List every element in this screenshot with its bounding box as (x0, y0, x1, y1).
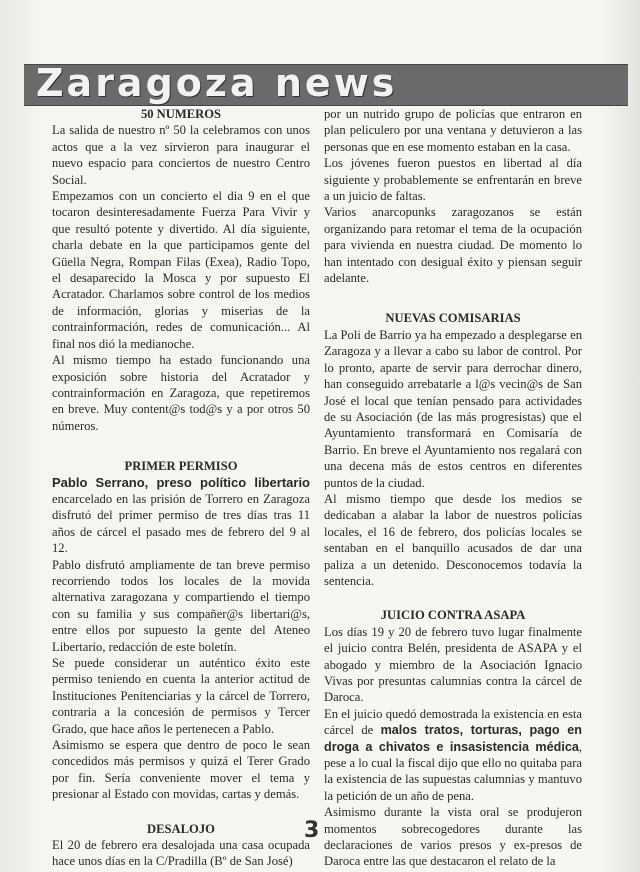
paragraph: Empezamos con un concierto el dia 9 en el que tocaron desinteresadamente Fuerza Para Vivir y que resultó potente y divertido. Al día siguiente, charla debate en la que participamos gente del Güella Negra, Rompan Filas (Exea), Radio Topo, el desaparecido la Mosca y por supuesto El Acratador. Charlamos sobre control de los medios de información, glorias y miserias de la contrainformación, redes de comunicación... Al final nos dió la medianoche. (52, 189, 310, 351)
paragraph: Asimismo durante la vista oral se produjeron momentos sobrecogedores durante las declaraciones de varios presos y ex-presos de Daroca entre las que destacaron el relato de la (324, 805, 582, 869)
left-column (52, 106, 310, 870)
paragraph: Se puede considerar un auténtico éxito este permiso teniendo en cuenta la anterior actitud de Instituciones Penitenciarias y la cárcel de Torrero, contraria a la concesión de permisos y Tercer Grado, que hace años le pertenecen a Pablo. (52, 656, 310, 736)
paragraph (324, 706, 582, 804)
page-number: 3 (304, 818, 320, 843)
paragraph: Pablo disfrutó ampliamente de tan breve permiso recorriendo todos los locales de la movida alternativa zaragozana y compartiendo el tiempo con su familia y sus compañer@s libertari@s, entre ellos por supuesto la gente del Ateneo Libertario, redacción de este boletín. (52, 557, 310, 654)
section-title-juicio-contra-asapa: JUICIO CONTRA ASAPA (380, 608, 526, 623)
paragraph-text: encarcelado en las prisión de Torrero en Zaragoza disfrutó del primer permiso de tres días tras 11 años de cárcel el pasado mes de febrero del 9 al 12. (52, 491, 310, 556)
paragraph-text: , pese a lo cual la fiscal dijo que ello no quitaba para la existencia de las supuestas calumnias y mantuvo la petición de un año de pena. (324, 739, 582, 803)
section-title-nuevas-comisarias: NUEVAS COMISARIAS (385, 311, 521, 326)
paragraph: Asimismo se espera que dentro de poco le sean concedidos más permisos y quizá el Terer Grado por fin. Sería conveniente mover el tema y presionar al Estado con movidas, cartas y demás. (52, 738, 310, 802)
paragraph: El 20 de febrero era desalojada una casa ocupada hace unos días en la C/Pradilla (Bº de San José) (52, 838, 310, 869)
paragraph-text: En el juicio quedó demostrada la existencia en esta cárcel de (324, 706, 582, 738)
paragraph: por un nutrido grupo de policías que entraron en plan peliculero por una ventana y detuvieron a las personas que en ese momento estaban en la casa. (324, 107, 582, 154)
section-title-50-numeros: 50 NUMEROS (140, 107, 222, 121)
lead-text: Pablo Serrano, preso político libertario (52, 474, 310, 490)
paragraph: Los días 19 y 20 de febrero tuvo lugar finalmente el juicio contra Belén, presidenta de ASAPA y el abogado y miembro de la Asociación Ignacio Vivas por presuntas calumnias contra la cárcel de Daroca. (324, 624, 582, 705)
paragraph: La salida de nuestro nº 50 la celebramos con unos actos que a la vez sirvieron para inaugurar el nuevo espacio para conciertos de nuestro Centro Social. (52, 123, 310, 187)
paragraph: La Poli de Barrio ya ha empezado a desplegarse en Zaragoza y a llevar a cabo su labor de control. Por lo pronto, aparte de servir para derrochar dinero, han conseguido arrebatarle a l@s vecin@s de San José el local que tenían pensado para actividades de su Asociación (de las más progresistas) que el Ayuntamiento transformará en Comisaría de Barrio. En breve el Ayuntamiento nos regalará con una decena más de estos centros en diferentes puntos de la ciudad. (324, 327, 582, 490)
section-title-primer-permiso: PRIMER PERMISO (124, 459, 238, 474)
paragraph (52, 475, 310, 557)
section-title-desalojo: DESALOJO (147, 821, 215, 836)
masthead-title: Zaragoza news (36, 61, 398, 105)
bold-text: malos tratos, torturas, pago en droga a chivatos e insasistencia médica (324, 723, 582, 754)
paragraph: Al mismo tiempo que desde los medios se dedicaban a alabar la labor de nuestros policías locales, el 16 de febrero, dos policías locales se sentaban en el banquillo acusados de dar una paliza a un detenido. Desconocemos todavía la sentencia. (324, 491, 582, 588)
paragraph: Los jóvenes fueron puestos en libertad al día siguiente y probablemente se enfrentarán en breve a un juicio de faltas. (324, 156, 582, 204)
right-column (324, 106, 582, 870)
paragraph: Al mismo tiempo ha estado funcionando una exposición sobre historia del Acratador y contrainformación en Zaragoza, que repetiremos en breve. Muy content@s tod@s y a por otros 50 números. (52, 353, 310, 433)
paragraph: Varios anarcopunks zaragozanos se están organizando para retomar el tema de la ocupación para vivienda en nuestra ciudad. De momento lo han intentado con desigual éxito y piensan seguir adelante. (324, 205, 582, 286)
